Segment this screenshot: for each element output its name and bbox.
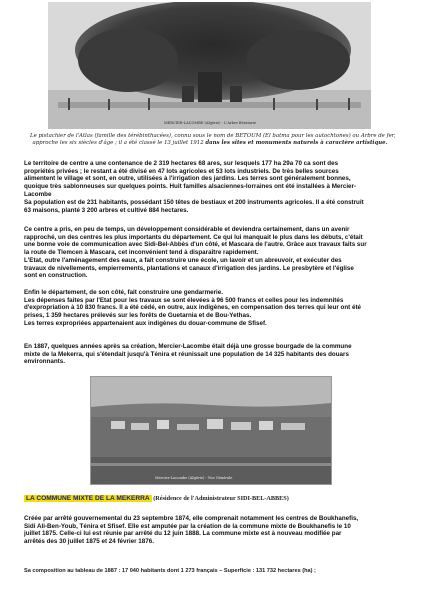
text-line: Sa population est de 231 habitants, possédant 150 têtes de bestiaux et 200 instruments agricoles. Il a été construit (24, 199, 364, 206)
tree-photo-graphic (48, 2, 371, 129)
village-photo (90, 376, 332, 485)
caption-line-1: Le pistachier de l'Atlas (famille des térébinthacées), connu sous le nom de BETOUM (El batma pour les autochtones) ou Arbre de fer, (30, 133, 396, 139)
text-line: quoique très sablonneuses sur quelques points. Huit familles alsaciennes-lorraines ont été installées à Mercier- (24, 183, 357, 191)
text-line: rapproché, un des centres les plus importants du département. Ce qui lui manquait le plus dans les débuts, c'était (24, 233, 363, 241)
text-line: travaux de nivellements, empierrements, plantations et canaux d'irrigation des jardins. Le presbytère et l'église (24, 264, 354, 272)
village-photo-caption: Mercier-Lacombe (Algérie) - Vue Générale (155, 476, 233, 480)
text-line: alimentent le village et sont, en outre, utilisées à l'irrigation des jardins. Les terres sont généralement bonnes, (24, 175, 351, 183)
text-line: L'Etat, outre l'aménagement des eaux, a fait construire une école, un lavoir et un abreuvoir, et exécuter des (24, 256, 342, 264)
caption-line-2 (30, 140, 390, 147)
text-line: arrêtés des 30 juillet 1875 et 24 février 1876. (24, 538, 154, 546)
paragraph-expenses (24, 289, 404, 328)
text-line: propriétés privées ; le restant a été divisé en 47 lots agricoles et 53 lots industriels. De très belles sources (24, 167, 339, 175)
text-line: mixte de la Mekerra, qui s'étendait jusqu'à Ténira et réunissait une population de 14 325 habitants des douars (24, 350, 349, 358)
village-photo-graphic (91, 377, 331, 484)
section-title: LA COMMUNE MIXTE DE LA MEKERRA (26, 495, 150, 502)
tree-photo (48, 2, 371, 129)
section-heading (24, 494, 289, 503)
paragraph-territory (24, 160, 404, 199)
text-line: environnants. (24, 358, 65, 366)
caption-line-2-emphasis: dans les sites et monuments naturels à caractère artistique. (205, 140, 388, 147)
text-line: Enfin le département, de son côté, fait construire une gendarmerie. (24, 289, 224, 296)
paragraph-1887 (24, 343, 404, 366)
text-line: 63 maisons, planté 3 200 arbres et cultivé 884 hectares. (24, 206, 189, 214)
text-line: d'expropriation à 10 830 francs. Il a été cédé, en outre, aux indigènes, en compensation des terres qui leur ont été (24, 304, 362, 312)
photo-caption (30, 133, 396, 147)
tree-photo-caption: MERCIER-LACOMBE (Algérie) - L'Arbre Bératarie (164, 121, 257, 125)
text-line: la route de Tlemcen à Mascara, cet inconvénient tend à disparaître rapidement. (24, 249, 259, 257)
text-line: Créée par arrêté gouvernemental du 23 septembre 1874, elle comprenait notamment les centres de Boukhanefis, (24, 515, 359, 522)
section-note: (Résidence de l'Administrateur SIDI-BEL-ABBES) (151, 495, 289, 502)
text-line: une bonne voie de communication avec Sidi-Bel-Abbès d'un côté, et Mascara de l'autre. Grâce aux travaux faits sur (24, 241, 367, 249)
composition-line: Sa composition au tableau de 1887 : 17 040 habitants dont 1 273 français – Superficie : 131 732 hectares (ha) ; (24, 568, 316, 574)
text-line: Lacombe (24, 190, 52, 198)
text-line: Les terres expropriées appartenaient aux indigènes du douar-commune de Sfisef. (24, 319, 267, 327)
text-line: Sidi Ali-Ben-Youb, Ténira et Sfisef. Elle est amputée par la création de la commune mixte de Boukhanefis le 10 (24, 522, 351, 530)
paragraph-commune-mixte (24, 515, 404, 546)
text-line: juillet 1875. Celle-ci lui est réunie par arrêté du 12 juin 1888. La commune mixte est à nouveau modifiée par (24, 530, 342, 538)
text-line: Le territoire de centre a une contenance de 2 319 hectares 68 ares, sur lesquels 177 ha 29a 70 ca sont des (24, 160, 339, 167)
paragraph-development (24, 226, 404, 280)
text-line: Les dépenses faites par l'Etat pour les travaux se sont élevées à 96 500 francs et celles pour les indemnités (24, 296, 344, 304)
text-line: En 1887, quelques années après sa création, Mercier-Lacombe était déjà une grosse bourgade de la commune (24, 343, 352, 350)
text-line: Ce centre a pris, en peu de temps, un développement considérable et deviendra certainement, dans un avenir (24, 226, 350, 233)
paragraph-population (24, 199, 404, 214)
text-line: sont en construction. (24, 272, 88, 280)
caption-line-2-text: approche les six siècles d'âge ; il a été classé le 13 juillet 1912 (32, 140, 206, 147)
text-line: prises, 1 359 hectares prélevés sur les forêts de Guetarnia et de Bou-Yethas. (24, 312, 252, 320)
